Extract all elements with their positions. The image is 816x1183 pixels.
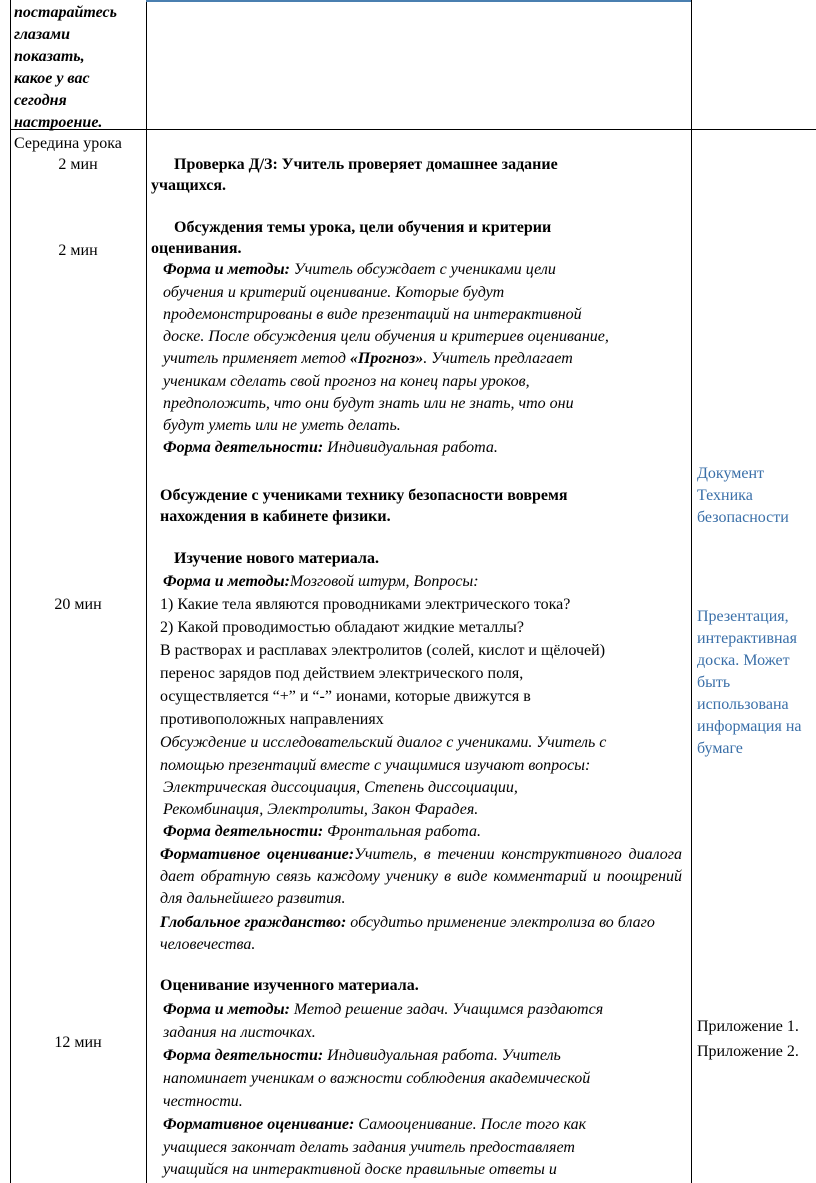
new-material-methods <box>163 571 479 592</box>
resource-line: интерактивная <box>697 630 798 647</box>
note-line: какое у вас <box>14 70 90 87</box>
new-material-activity <box>163 821 481 842</box>
discussion-line: помощью презентаций вместе с учащимися изучают вопросы: <box>160 757 591 774</box>
resource-line: Документ <box>697 465 765 482</box>
resource-line: Презентация, <box>697 608 789 625</box>
stage-label: Середина урока <box>14 135 122 152</box>
prognoz-post: . Учитель предлагает <box>423 350 573 367</box>
objectives-title-cont: оценивания. <box>151 240 242 257</box>
formative-text: Самооценивание. После того как <box>354 1116 587 1133</box>
assessment-activity-cont: напоминает ученикам о важности соблюдения академической <box>163 1070 591 1087</box>
resource-line: бумаге <box>697 740 743 757</box>
activity-text: Индивидуальная работа. <box>323 439 498 456</box>
time-2min-homework: 2 мин <box>58 156 98 173</box>
methods-text: Мозговой штурм, Вопросы: <box>289 573 479 590</box>
appendix-2: Приложение 2. <box>697 1043 799 1060</box>
objectives-text-line: доске. После обсуждения цели обучения и критериев оценивание, <box>163 328 609 345</box>
note-line: сегодня <box>14 92 67 109</box>
resource-line: быть <box>697 674 731 691</box>
assessment-activity <box>163 1045 561 1066</box>
assessment-methods <box>163 999 603 1020</box>
global-label: Глобальное гражданство: <box>160 914 347 931</box>
formative-text: Учитель, в течении конструктивного диалога дает обратную связь каждому ученику в виде комментарий и поощрений для дальнейшего развития. <box>160 846 682 907</box>
appendix-1: Приложение 1. <box>697 1018 799 1035</box>
objectives-activity <box>163 437 498 458</box>
assessment-formative <box>163 1114 586 1135</box>
methods-label: Форма и методы: <box>163 261 290 278</box>
objectives-text-line <box>163 348 573 369</box>
prognoz-pre: учитель применяет метод <box>163 350 350 367</box>
note-line: глазами <box>14 26 71 43</box>
objectives-text-line: предположить, что они будут знать или не знать, что они <box>163 395 574 412</box>
prognoz-method: «Прогноз» <box>349 350 424 367</box>
resource-line: информация на <box>697 718 802 735</box>
assessment-title: Оценивание изученного материала. <box>160 977 419 994</box>
safety-title-cont: нахождения в кабинете физики. <box>160 508 391 525</box>
material-para-line: осуществляется “+” и “-” ионами, которые движутся в <box>160 688 531 705</box>
resource-line: безопасности <box>697 509 789 526</box>
discussion-line: Рекомбинация, Электролиты, Закон Фарадея. <box>163 801 479 818</box>
formative-assessment <box>160 844 682 910</box>
homework-check-title: Проверка Д/З: Учитель проверяет домашнее задание <box>174 156 558 173</box>
objectives-methods <box>163 259 556 280</box>
material-para-line: В растворах и расплавах электролитов (солей, кислот и щёлочей) <box>160 642 606 659</box>
methods-text: Учитель обсуждает с учениками цели <box>289 261 556 278</box>
new-material-title: Изучение нового материала. <box>174 550 379 567</box>
assessment-methods-cont: задания на листочках. <box>163 1024 316 1041</box>
objectives-text-line: обучения и критерий оценивание. Которые будут <box>163 284 505 301</box>
time-2min-objectives: 2 мин <box>58 242 98 259</box>
note-line: показать, <box>14 48 85 65</box>
discussion-line: Обсуждение и исследовательский диалог с учениками. Учитель с <box>160 734 607 751</box>
methods-label: Форма и методы: <box>163 1001 290 1018</box>
assessment-activity-cont: честности. <box>163 1093 243 1110</box>
global-citizenship <box>160 912 688 956</box>
resource-line: доска. Может <box>697 652 790 669</box>
top-border-blue <box>146 0 691 2</box>
discussion-line: Электрическая диссоциация, Степень диссоциации, <box>163 779 518 796</box>
resource-line: использована <box>697 696 789 713</box>
objectives-text-line: будут уметь или не уметь делать. <box>163 417 401 434</box>
objectives-title: Обсуждения темы урока, цели обучения и критерии <box>174 219 552 236</box>
objectives-text-line: ученикам сделать свой прогноз на конец пары уроков, <box>163 373 530 390</box>
time-20min-new-material: 20 мин <box>54 596 102 613</box>
assessment-formative-cont: учащийся на интерактивной доске правильные ответы и <box>163 1161 557 1178</box>
row-divider <box>10 129 816 130</box>
question-2: 2) Какой проводимостью обладают жидкие металлы? <box>160 619 525 636</box>
activity-text: Фронтальная работа. <box>323 823 481 840</box>
column-divider-1 <box>146 0 147 1183</box>
note-line: настроение. <box>14 114 103 131</box>
global-text: обсудитьо применение электролиза во благо человечества. <box>160 914 655 953</box>
activity-label: Форма деятельности: <box>163 823 324 840</box>
activity-text: Индивидуальная работа. Учитель <box>323 1047 561 1064</box>
methods-label: Форма и методы: <box>163 573 290 590</box>
material-para-line: перенос зарядов под действием электрического поля, <box>160 665 524 682</box>
time-12min-assessment: 12 мин <box>54 1034 102 1051</box>
safety-title: Обсуждение с учениками технику безопасности вовремя <box>160 487 568 504</box>
objectives-text-line: продемонстрированы в виде презентаций на интерактивной <box>163 306 582 323</box>
activity-label: Форма деятельности: <box>163 439 324 456</box>
assessment-formative-cont: учащиеся закончат делать задания учитель предоставляет <box>163 1139 575 1156</box>
column-divider-2 <box>691 0 692 1183</box>
activity-label: Форма деятельности: <box>163 1047 324 1064</box>
note-line: постарайтесь <box>14 4 117 21</box>
table-left-border <box>10 0 11 1183</box>
resource-line: Техника <box>697 487 753 504</box>
formative-label: Формативное оценивание: <box>163 1116 355 1133</box>
question-1: 1) Какие тела являются проводниками электрического тока? <box>160 596 571 613</box>
material-para-line: противоположных направлениях <box>160 711 384 728</box>
homework-check-title-cont: учащихся. <box>151 177 227 194</box>
formative-label: Формативное оценивание: <box>160 846 355 863</box>
methods-text: Метод решение задач. Учащимся раздаются <box>289 1001 604 1018</box>
